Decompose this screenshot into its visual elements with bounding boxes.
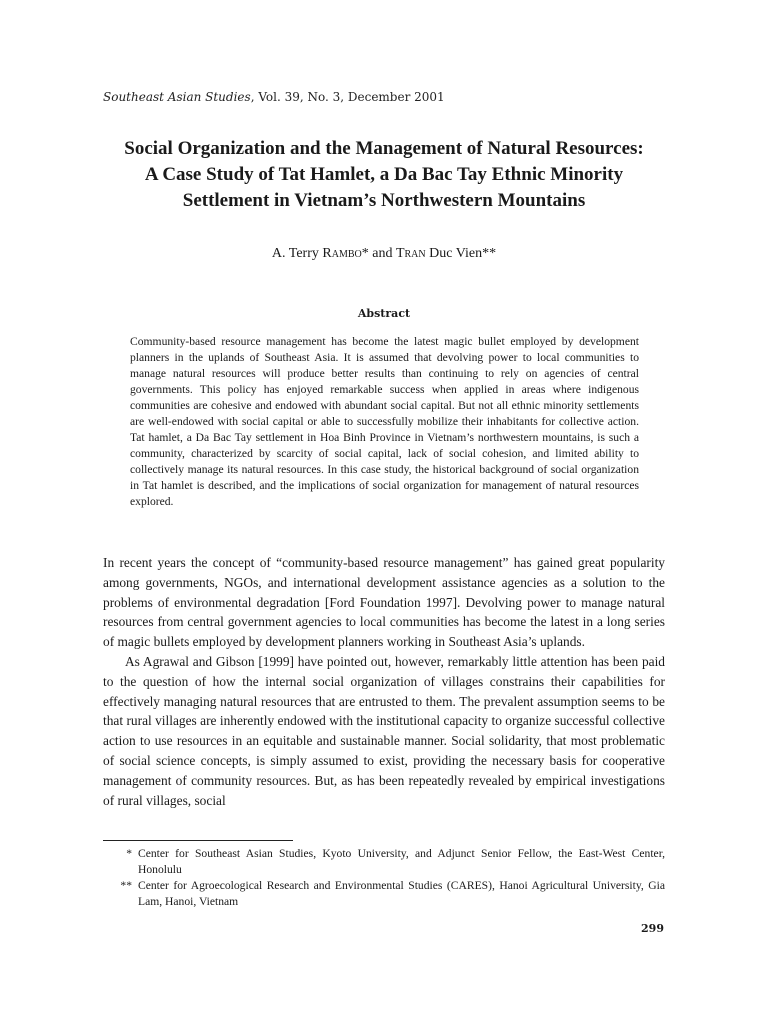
paper-title — [60, 136, 708, 214]
author-1-first: A. Terry — [271, 246, 323, 261]
title-line-2: A Case Study of Tat Hamlet, a Da Bac Tay Ethnic Minority — [144, 164, 624, 185]
author-2-surname: Tran — [395, 246, 426, 261]
author-conjunction: and — [368, 246, 396, 261]
body-paragraph-1: In recent years the concept of “community-based resource management” has gained great popularity among governments, NGOs, and international development assistance agencies as a solution to the problems of environmental degradation [Ford Foundation 1997]. Devolving power to manage natural resources from central government agencies to local communities has become the latest in a long series of magic bullets employed by development planners working in Southeast Asia’s uplands. — [103, 555, 665, 650]
journal-issue: , Vol. 39, No. 3, December 2001 — [250, 90, 445, 104]
footnote-1-mark: * — [126, 847, 132, 860]
journal-citation — [103, 90, 445, 104]
footnote-1-text: Center for Southeast Asian Studies, Kyoto University, and Adjunct Senior Fellow, the East-West Center, Honolulu — [138, 847, 665, 876]
body-text — [103, 553, 665, 810]
page-number: 299 — [641, 922, 664, 935]
author-1-surname: Rambo — [322, 246, 362, 261]
footnote-2-mark: ** — [120, 879, 132, 892]
footnotes — [103, 846, 665, 910]
journal-name: Southeast Asian Studies — [103, 90, 251, 104]
author-line — [0, 246, 768, 262]
author-2-given: Duc Vien — [425, 246, 483, 261]
footnote-divider — [103, 840, 293, 841]
author-1-mark: * — [361, 246, 369, 261]
abstract-heading: Abstract — [357, 307, 411, 320]
author-2-mark: ** — [482, 246, 497, 261]
body-paragraph-2: As Agrawal and Gibson [1999] have pointed out, however, remarkably little attention has been paid to the question of how the internal social organization of villages constrains their capabilities for effectively managing natural resources that are entrusted to them. The prevalent assumption seems to be that rural villages are inherently endowed with the institutional capacity to organize successful collective action to use resources in an equitable and sustainable manner. Social solidarity, that most problematic of social science concepts, is simply assumed to exist, providing the necessary basis for cooperative management of community resources. But, as has been repeatedly revealed by empirical investigations of rural villages, social — [103, 653, 665, 808]
footnote-1 — [103, 846, 665, 878]
title-line-1: Social Organization and the Management of Natural Resources: — [124, 138, 644, 159]
title-line-3: Settlement in Vietnam’s Northwestern Mountains — [182, 190, 586, 211]
footnote-2 — [103, 878, 665, 910]
footnote-2-text: Center for Agroecological Research and Environmental Studies (CARES), Hanoi Agricultural University, Gia Lam, Hanoi, Vietnam — [138, 879, 665, 908]
abstract-text: Community-based resource management has become the latest magic bullet employed by development planners in the uplands of Southeast Asia. It is assumed that devolving power to local communities to manage natural resources will produce better results than continuing to rely on agencies of central governments. This policy has enjoyed remarkable success when applied in areas where indigenous communities are cohesive and endowed with abundant social capital. But not all ethnic minority settlements are well-endowed with social capital or able to successfully mobilize their inhabitants for collective action. Tat hamlet, a Da Bac Tay settlement in Hoa Binh Province in Vietnam’s northwestern mountains, is such a community, characterized by scarcity of social capital, lack of social cohesion, and limited ability to collectively manage its natural resources. In this case study, the historical background of social organization in Tat hamlet is described, and the implications of social organization for management of natural resources explored. — [130, 335, 639, 508]
